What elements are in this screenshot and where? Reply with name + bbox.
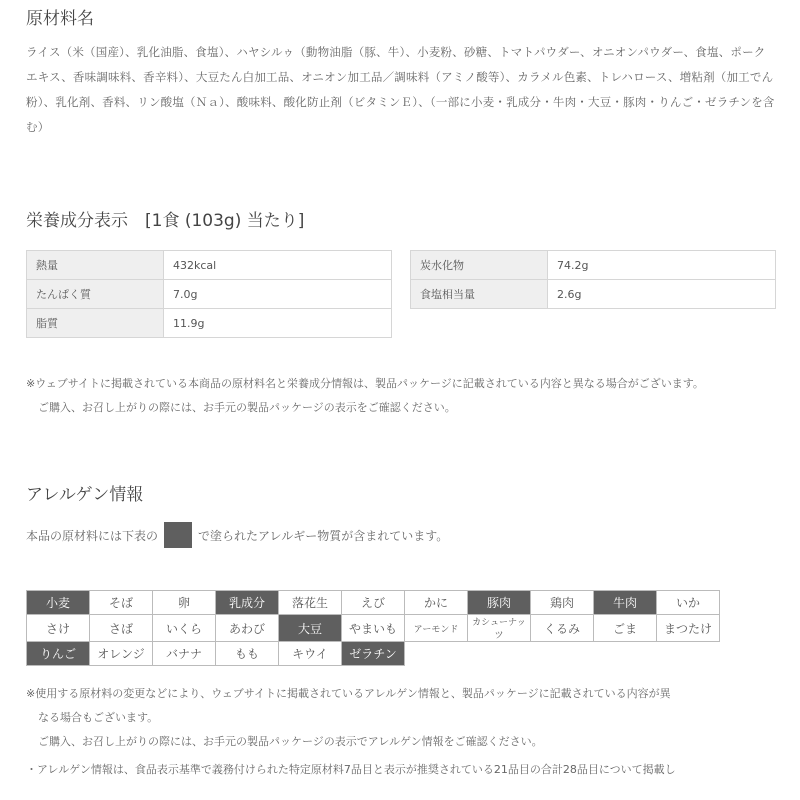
nutrition-table-right [410,250,776,309]
ingredients-text: ライス（米（国産）、乳化油脂、食塩）、ハヤシルゥ（動物油脂（豚、牛）、小麦粉、砂糖、トマトパウダー、オニオンパウダー、食塩、ポークエキス、香味調味料、香辛料）、大豆たん白加工品、オニオン加工品／調味料（アミノ酸等）、カラメル色素、トレハロース、増粘剤（加工でん粉）、乳化剤、香料、リン酸塩（Ｎａ）、酸味料、酸化防止剤（ビタミンＥ）、（一部に小麦・乳成分・牛肉・大豆・豚肉・りんご・ゼラチンを含む） [26,45,775,134]
allergen-intro-after: で塗られたアレルギー物質が含まれています。 [198,528,449,543]
allergen-title: アレルゲン情報 [26,485,144,505]
allergen-cell: くるみ [531,615,594,642]
allergen-empty-cell [531,642,594,666]
nutrition-label: 食塩相当量 [411,280,548,309]
nutrition-row [411,251,776,280]
allergen-cell: えび [342,591,405,615]
allergen-cell: やまいも [342,615,405,642]
allergen-intro-before: 本品の原材料には下表の [26,528,159,543]
nutrition-label: 脂質 [27,309,164,338]
allergen-cell: オレンジ [90,642,153,666]
allergen-cell: いくら [153,615,216,642]
allergen-note: ※使用する原材料の変更などにより、ウェブサイトに掲載されているアレルゲン情報と、製品パッケージに記載されている内容が異 [26,687,671,700]
nutrition-value: 11.9g [164,309,392,338]
nutrition-row [27,280,392,309]
nutrition-value: 432kcal [164,251,392,280]
allergen-cell: さば [90,615,153,642]
allergen-empty-cell [405,642,468,666]
nutrition-title: 栄養成分表示 [1食 (103g) 当たり] [26,211,305,231]
nutrition-label: 炭水化物 [411,251,548,280]
allergen-cell: いか [657,591,720,615]
allergen-cell: もも [216,642,279,666]
allergen-cell: カシューナッツ [468,615,531,642]
allergen-row [27,615,720,642]
nutrition-row [27,251,392,280]
allergen-cell: 豚肉 [468,591,531,615]
allergen-cell: 落花生 [279,591,342,615]
allergen-cell: まつたけ [657,615,720,642]
nutrition-row [411,280,776,309]
allergen-cell: かに [405,591,468,615]
allergen-row [27,591,720,615]
ingredients-title: 原材料名 [26,9,94,29]
allergen-note: ・アレルゲン情報は、食品表示基準で義務付けられた特定原材料7品目と表示が推奨されている21品目の合計28品目について掲載し [26,763,676,776]
nutrition-notes [26,372,704,420]
allergen-cell: 小麦 [27,591,90,615]
allergen-table [26,590,720,666]
allergen-cell: 鶏肉 [531,591,594,615]
allergen-note: なる場合もございます。 [38,711,159,724]
allergen-empty-cell [468,642,531,666]
allergen-row [27,642,720,666]
allergen-cell: バナナ [153,642,216,666]
nutrition-label: 熱量 [27,251,164,280]
allergen-empty-cell [657,642,720,666]
allergen-cell: 卵 [153,591,216,615]
highlight-swatch [164,522,192,548]
allergen-note: ご購入、お召し上がりの際には、お手元の製品パッケージの表示でアレルゲン情報をご確認ください。 [38,735,543,748]
allergen-cell: 牛肉 [594,591,657,615]
allergen-cell: キウイ [279,642,342,666]
allergen-cell: そば [90,591,153,615]
nutrition-note: ご購入、お召し上がりの際には、お手元の製品パッケージの表示をご確認ください。 [38,401,456,414]
allergen-cell: ごま [594,615,657,642]
nutrition-table-left [26,250,392,338]
allergen-intro [26,522,448,548]
allergen-cell: 乳成分 [216,591,279,615]
allergen-cell: 大豆 [279,615,342,642]
allergen-cell: あわび [216,615,279,642]
allergen-cell: ゼラチン [342,642,405,666]
nutrition-row [27,309,392,338]
allergen-cell: りんご [27,642,90,666]
nutrition-label: たんぱく質 [27,280,164,309]
nutrition-value: 2.6g [548,280,776,309]
allergen-cell: アーモンド [405,615,468,642]
allergen-notes [26,682,676,782]
nutrition-note: ※ウェブサイトに掲載されている本商品の原材料名と栄養成分情報は、製品パッケージに記載されている内容と異なる場合がございます。 [26,377,704,390]
allergen-cell: さけ [27,615,90,642]
nutrition-value: 74.2g [548,251,776,280]
allergen-empty-cell [594,642,657,666]
nutrition-value: 7.0g [164,280,392,309]
